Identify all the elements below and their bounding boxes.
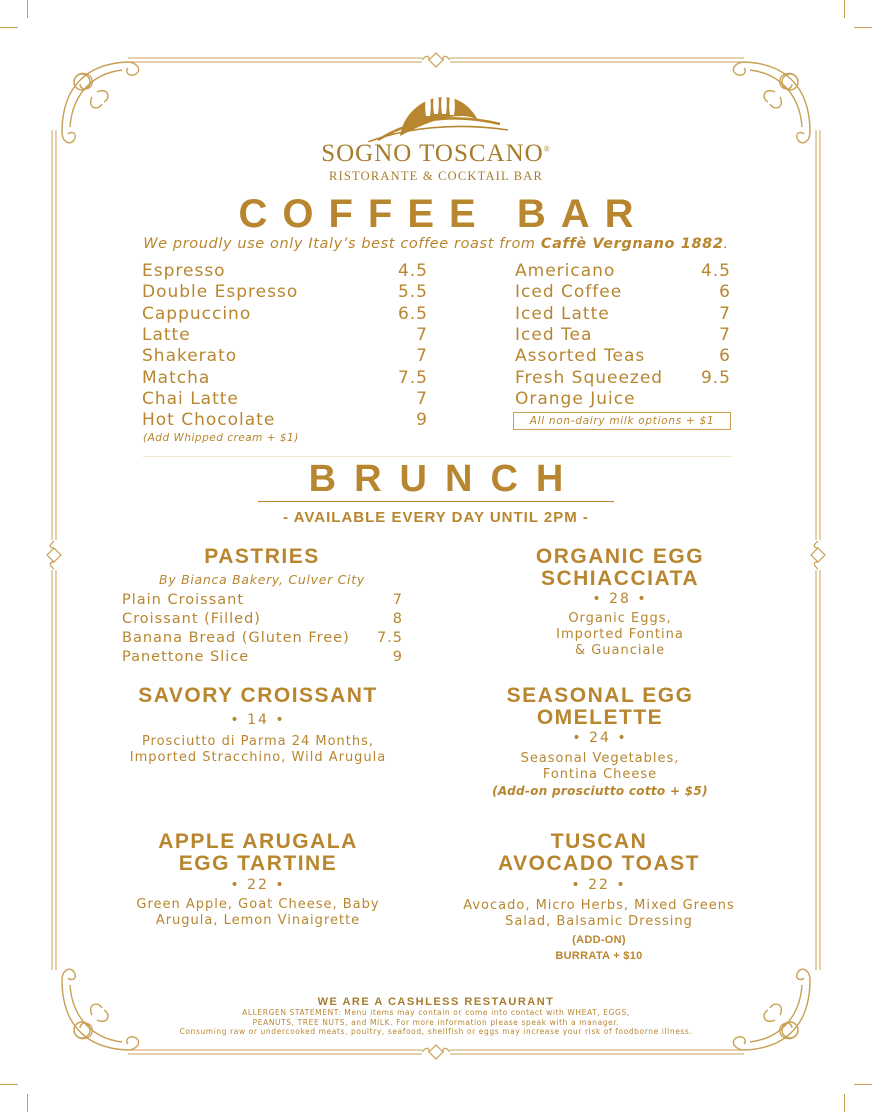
omelette-title-line-2: OMELETTE <box>536 706 664 729</box>
item-price: 9 <box>392 649 403 665</box>
item-name: Shakerato <box>142 346 238 367</box>
item-name: Fresh Squeezed <box>515 367 664 388</box>
coffee-tagline <box>0 236 872 252</box>
brunch-title: BRUNCH <box>308 458 582 500</box>
toast-title-line-2: AVOCADO TOAST <box>498 852 700 875</box>
omelette-description <box>430 751 770 799</box>
item-name: Americano <box>515 261 616 281</box>
item-name: Hot Chocolate <box>142 410 276 431</box>
menu-item <box>515 261 731 282</box>
toast-title-line-1: TUSCAN <box>550 830 648 853</box>
pastries-source: By Bianca Bakery, Culver City <box>159 572 365 587</box>
schiacciata-price: • 28 • <box>592 591 648 607</box>
pastry-item <box>122 592 403 611</box>
schiacciata-title <box>450 546 790 590</box>
item-name: Iced Latte <box>515 303 610 324</box>
tagline-suffix: . <box>723 236 729 252</box>
menu-item <box>515 346 731 367</box>
item-price: 7 <box>719 324 731 345</box>
item-price: 9.5 <box>700 367 731 388</box>
menu-item <box>515 304 731 325</box>
omelette-desc-1: Seasonal Vegetables, <box>520 751 680 766</box>
item-price: 5.5 <box>397 282 428 303</box>
cashless-notice: WE ARE A CASHLESS RESTAURANT <box>317 996 555 1008</box>
item-price: 7 <box>392 592 403 608</box>
menu-item <box>142 282 428 303</box>
menu-item <box>515 368 731 389</box>
menu-item <box>515 282 731 303</box>
item-price: 7 <box>416 324 428 345</box>
tuscan-hill-logo-icon <box>360 80 510 142</box>
menu-item <box>142 389 428 410</box>
coffee-bar-title: COFFEE BAR <box>238 192 649 236</box>
savory-croissant-title: SAVORY CROISSANT <box>138 684 378 707</box>
scroll-corner-ornament-icon <box>720 52 820 152</box>
item-price: 6 <box>719 346 731 367</box>
menu-item <box>142 410 428 431</box>
tartine-description <box>88 897 428 929</box>
item-price: 7 <box>719 303 731 324</box>
menu-item <box>142 368 428 389</box>
tartine-title <box>88 831 428 875</box>
schiacciata-desc-1: Organic Eggs, <box>568 611 672 626</box>
menu-item <box>142 325 428 346</box>
scroll-corner-ornament-icon <box>52 52 152 152</box>
item-price: 4.5 <box>397 261 428 281</box>
item-price: 6 <box>719 282 731 303</box>
pastry-item <box>122 649 403 668</box>
item-price: 4.5 <box>700 261 731 281</box>
tartine-title-line-2: EGG TARTINE <box>178 852 338 875</box>
item-price: 7.5 <box>376 630 403 646</box>
section-divider <box>143 456 731 457</box>
item-price: 8 <box>392 611 403 627</box>
toast-addon-2: BURRATA + $10 <box>555 950 643 962</box>
tartine-desc-2: Arugula, Lemon Vinaigrette <box>155 913 361 928</box>
schiacciata-desc-2: Imported Fontina <box>556 627 684 642</box>
savory-croissant-price: • 14 • <box>230 712 286 728</box>
diamond-flourish-icon <box>46 540 62 570</box>
menu-item <box>515 325 731 346</box>
item-name: Cappuccino <box>142 303 252 324</box>
registered-mark: ® <box>543 144 551 154</box>
item-price: 6.5 <box>397 303 428 324</box>
tagline-text: We proudly use only Italy’s best coffee roast from <box>143 236 541 252</box>
tartine-title-line-1: APPLE ARUGALA <box>158 830 358 853</box>
item-name: Espresso <box>142 261 226 281</box>
brunch-availability: - AVAILABLE EVERY DAY UNTIL 2PM - <box>283 509 589 526</box>
item-name: Assorted Teas <box>515 346 646 367</box>
item-name: Chai Latte <box>142 388 239 409</box>
item-name: Orange Juice <box>515 388 636 409</box>
item-price: 7 <box>416 346 428 367</box>
savory-desc-2: Imported Stracchino, Wild Arugula <box>129 750 387 765</box>
avocado-toast-title <box>429 831 769 875</box>
brand-name: SOGNO TOSCANO® <box>321 140 551 167</box>
pastry-item <box>122 611 403 630</box>
allergen-line-1: ALLERGEN STATEMENT: Menu items may contain or come into contact with WHEAT, EGGS, <box>242 1008 630 1017</box>
schiacciata-description <box>450 611 790 659</box>
item-name: Panettone Slice <box>122 649 250 665</box>
item-name: Croissant (Filled) <box>122 611 261 627</box>
tartine-price: • 22 • <box>230 877 286 893</box>
allergen-line-3: Consuming raw or undercooked meats, poultry, seafood, shellfish or eggs may increase your risk of foodborne illness. <box>179 1027 693 1036</box>
avocado-toast-price: • 22 • <box>571 877 627 893</box>
item-name: Iced Tea <box>515 324 593 345</box>
item-name: Banana Bread (Gluten Free) <box>122 630 350 646</box>
pastries-title: PASTRIES <box>204 545 320 568</box>
allergen-line-2: PEANUTS, TREE NUTS, and MILK. For more information please speak with a manager. <box>252 1018 620 1027</box>
hot-chocolate-note: (Add Whipped cream + $1) <box>143 432 299 444</box>
toast-desc-2: Salad, Balsamic Dressing <box>505 914 693 929</box>
non-dairy-note: All non-dairy milk options + $1 <box>513 412 731 430</box>
omelette-price: • 24 • <box>572 730 628 746</box>
item-price: 7 <box>416 388 428 409</box>
tartine-desc-1: Green Apple, Goat Cheese, Baby <box>136 897 380 912</box>
diamond-flourish-icon <box>421 1044 451 1060</box>
brand-subtitle: RISTORANTE & COCKTAIL BAR <box>328 169 544 183</box>
toast-desc-1: Avocado, Micro Herbs, Mixed Greens <box>463 898 735 913</box>
omelette-title-line-1: SEASONAL EGG <box>506 684 694 707</box>
menu-item <box>142 304 428 325</box>
item-name: Matcha <box>142 367 211 388</box>
menu-item <box>142 346 428 367</box>
item-name: Double Espresso <box>142 282 299 303</box>
pastry-item <box>122 630 403 649</box>
menu-item <box>142 261 428 282</box>
schiacciata-title-line-1: ORGANIC EGG <box>535 545 705 568</box>
item-name: Latte <box>142 324 191 345</box>
omelette-addon: (Add-on prosciutto cotto + $5) <box>492 784 708 798</box>
item-price: 7.5 <box>397 367 428 388</box>
schiacciata-title-line-2: SCHIACCIATA <box>540 567 700 590</box>
savory-croissant-description <box>80 734 436 766</box>
tagline-brand: Caffè Vergnano 1882 <box>540 236 724 252</box>
diamond-flourish-icon <box>810 540 826 570</box>
omelette-desc-2: Fontina Cheese <box>542 767 658 782</box>
item-name: Iced Coffee <box>515 282 623 303</box>
diamond-flourish-icon <box>421 52 451 68</box>
omelette-title <box>430 685 770 729</box>
item-price: 9 <box>416 410 428 431</box>
menu-item <box>515 389 731 410</box>
savory-desc-1: Prosciutto di Parma 24 Months, <box>141 734 375 749</box>
item-name: Plain Croissant <box>122 592 245 608</box>
avocado-toast-description <box>429 898 769 964</box>
schiacciata-desc-3: & Guanciale <box>574 643 666 658</box>
toast-addon-1: (ADD-ON) <box>572 934 626 946</box>
brunch-underline <box>258 501 614 502</box>
